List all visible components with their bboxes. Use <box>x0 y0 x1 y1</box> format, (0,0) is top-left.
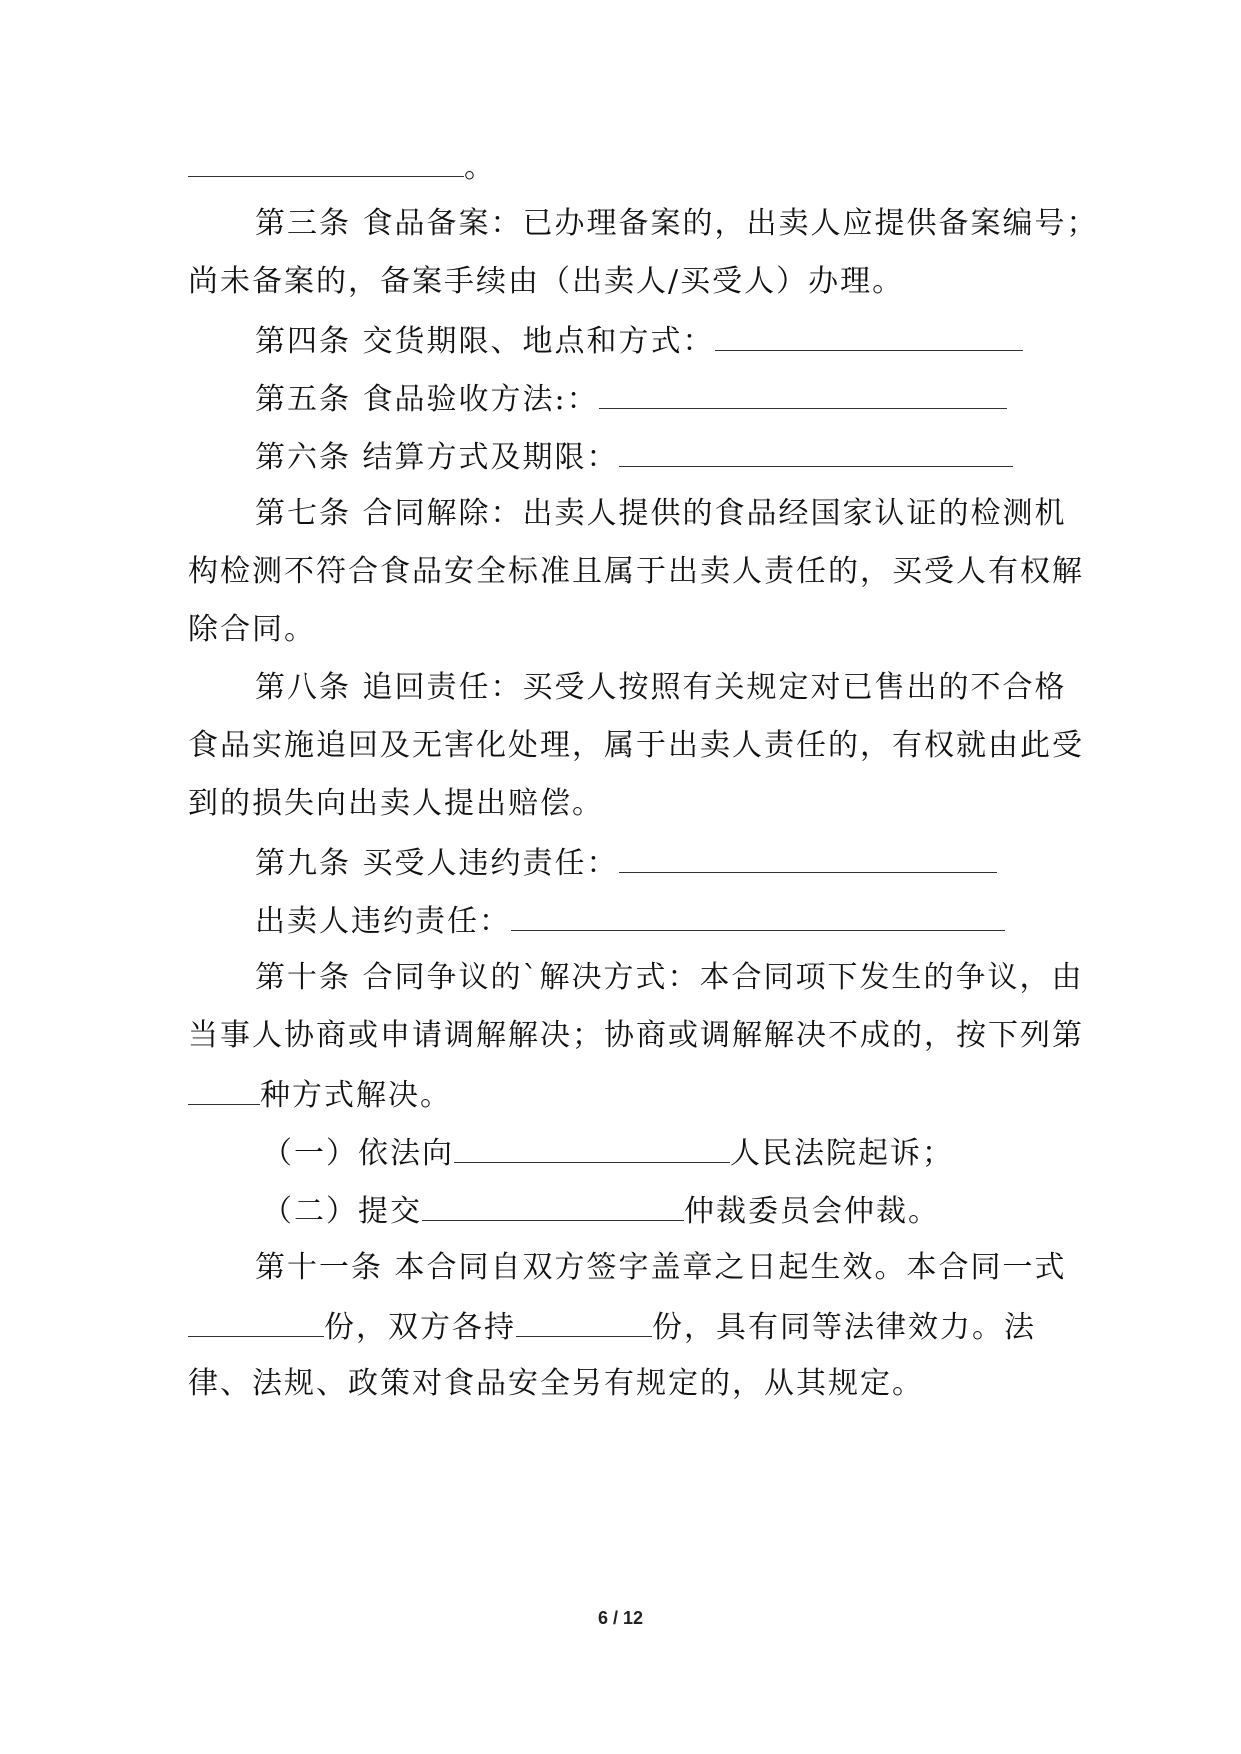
article-8-line-2: 食品实施追回及无害化处理，属于出卖人责任的，有权就由此受 <box>188 728 1084 763</box>
text: 份，具有同等法律效力。法 <box>652 1310 1036 1345</box>
text: 第五条 食品验收方法:： <box>255 382 599 417</box>
fill-blank <box>188 1074 260 1105</box>
article-8-line-3: 到的损失向出卖人提出赔偿。 <box>188 786 604 821</box>
text: 。 <box>464 150 496 185</box>
article-9-seller <box>255 900 1125 942</box>
text: 人民法院起诉； <box>730 1136 954 1171</box>
page-number: 6 / 12 <box>597 1608 644 1628</box>
fill-blank <box>619 436 1013 467</box>
article-8-line-1: 第八条 追回责任：买受人按照有关规定对已售出的不合格 <box>255 670 1067 705</box>
fill-blank <box>599 378 1007 409</box>
fill-blank <box>619 842 997 873</box>
text: 第六条 结算方式及期限： <box>255 440 619 475</box>
article-4 <box>255 320 1125 362</box>
fill-blank <box>188 1306 324 1337</box>
article-7-line-3: 除合同。 <box>188 612 316 647</box>
article-6 <box>255 436 1125 478</box>
line-continuation <box>188 146 1058 188</box>
fill-blank <box>188 146 464 177</box>
text: （一）依法向 <box>262 1136 454 1171</box>
fill-blank <box>422 1190 684 1221</box>
text: 第四条 交货期限、地点和方式： <box>255 324 715 359</box>
fill-blank <box>511 900 1005 931</box>
text: 第九条 买受人违约责任： <box>255 846 619 881</box>
article-10-line-1: 第十条 合同争议的`解决方式：本合同项下发生的争议，由 <box>255 960 1084 995</box>
article-10-line-3 <box>188 1074 1058 1116</box>
fill-blank <box>516 1306 652 1337</box>
article-7-line-1: 第七条 合同解除：出卖人提供的食品经国家认证的检测机 <box>255 496 1067 531</box>
article-10-line-2: 当事人协商或申请调解解决；协商或调解解决不成的，按下列第 <box>188 1018 1084 1053</box>
article-3-line-1: 第三条 食品备案：已办理备案的，出卖人应提供备案编号； <box>255 206 1099 241</box>
article-9-buyer <box>255 842 1125 884</box>
option-2 <box>262 1190 1132 1232</box>
article-11-line-3: 律、法规、政策对食品安全另有规定的，从其规定。 <box>188 1366 924 1401</box>
text: 份，双方各持 <box>324 1310 516 1345</box>
article-11-line-2 <box>188 1306 1058 1348</box>
article-3-line-2: 尚未备案的，备案手续由（出卖人/买受人）办理。 <box>188 264 905 299</box>
article-5 <box>255 378 1125 420</box>
option-1 <box>262 1132 1132 1174</box>
text: 种方式解决。 <box>260 1078 452 1113</box>
article-7-line-2: 构检测不符合食品安全标准且属于出卖人责任的，买受人有权解 <box>188 554 1084 589</box>
fill-blank <box>454 1132 730 1163</box>
text: 仲裁委员会仲裁。 <box>684 1194 940 1229</box>
text: 出卖人违约责任： <box>255 904 511 939</box>
fill-blank <box>715 320 1023 351</box>
article-11-line-1: 第十一条 本合同自双方签字盖章之日起生效。本合同一式 <box>255 1250 1067 1285</box>
text: （二）提交 <box>262 1194 422 1229</box>
